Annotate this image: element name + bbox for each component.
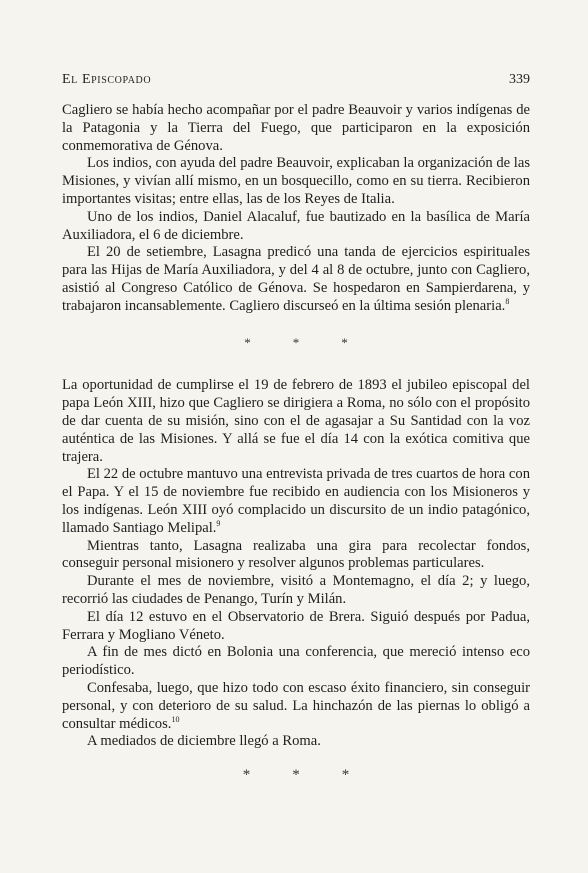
body-text: [62, 102, 530, 785]
paragraph: A mediados de diciembre llegó a Roma.: [87, 733, 321, 750]
asterisk: *: [292, 334, 300, 350]
asterisk: *: [292, 767, 300, 784]
paragraph: Durante el mes de noviembre, visitó a Montemagno, el día 2; y luego, recorrió las ciudades de Penango, Turín y Milán.: [62, 573, 530, 607]
paragraph: Cagliero se había hecho acompañar por el padre Beauvoir y varios indígenas de la Patagonia y la Tierra del Fuego, que participaron en la exposición conmemorativa de Génova.: [62, 102, 530, 154]
asterisk: *: [242, 767, 251, 784]
paragraph: Confesaba, luego, que hizo todo con escaso éxito financiero, sin conseguir personal, y con deterioro de su salud. La hinchazón de las piernas lo obligó a consultar médicos.$^{10}$: [62, 679, 530, 732]
paragraph: Los indios, con ayuda del padre Beauvoir, explicaban la organización de las Misiones, y vivían allí mismo, en un bosquecillo, como en su tierra. Recibieron importantes visitas; entre ellas, las de los Reyes de Italia.: [62, 155, 530, 207]
page-number: 339: [509, 72, 530, 87]
paragraph: El día 12 estuvo en el Observatorio de Brera. Siguió después por Padua, Ferrara y Mogliano Véneto.: [62, 608, 530, 643]
footnote-ref: 8: [505, 296, 510, 306]
running-title: El Episcopado: [62, 72, 152, 87]
footnote-ref: 9: [216, 518, 221, 528]
running-head: [62, 72, 530, 88]
footnote-ref: 10: [171, 714, 180, 724]
paragraph: Uno de los indios, Daniel Alacaluf, fue bautizado en la basílica de María Auxiliadora, el 6 de diciembre.: [62, 208, 530, 243]
section-separator: [62, 334, 530, 352]
paragraph: A fin de mes dictó en Bolonia una conferencia, que mereció intenso eco periodístico.: [62, 644, 530, 679]
section-1: [62, 102, 530, 316]
paragraph: Mientras tanto, Lasagna realizaba una gira para recolectar fondos, conseguir personal misionero y resolver algunos problemas particulares.: [62, 537, 530, 572]
section-2: [62, 377, 530, 751]
section-separator: [62, 767, 530, 785]
paragraph: El 20 de setiembre, Lasagna predicó una tanda de ejercicios espirituales para las Hijas de María Auxiliadora, y del 4 al 8 de octubre, junto con Cagliero, asistió al Congreso Católico de Génova. Se hospedaron en Sampierdarena, y trabajaron incansablemente. Cagliero discurseó en la última sesión plenaria.$^8$: [62, 244, 530, 314]
asterisk: *: [244, 334, 251, 350]
asterisk: *: [341, 334, 348, 350]
asterisk: *: [341, 767, 350, 784]
paragraph: La oportunidad de cumplirse el 19 de febrero de 1893 el jubileo episcopal del papa León XIII, hizo que Cagliero se dirigiera a Roma, no sólo con el propósito de dar cuenta de su misión, sino con el de agasajar a Su Santidad con la voz auténtica de las Misiones. Y allá se fue el día 14 con la exótica comitiva que trajera.: [62, 377, 530, 465]
paragraph: El 22 de octubre mantuvo una entrevista privada de tres cuartos de hora con el Papa. Y el 15 de noviembre fue recibido en audiencia con los Misioneros y los indígenas. León XIII oyó complacido un discursito de un indio patagónico, llamado Santiago Melipal.$^9$: [62, 466, 530, 536]
